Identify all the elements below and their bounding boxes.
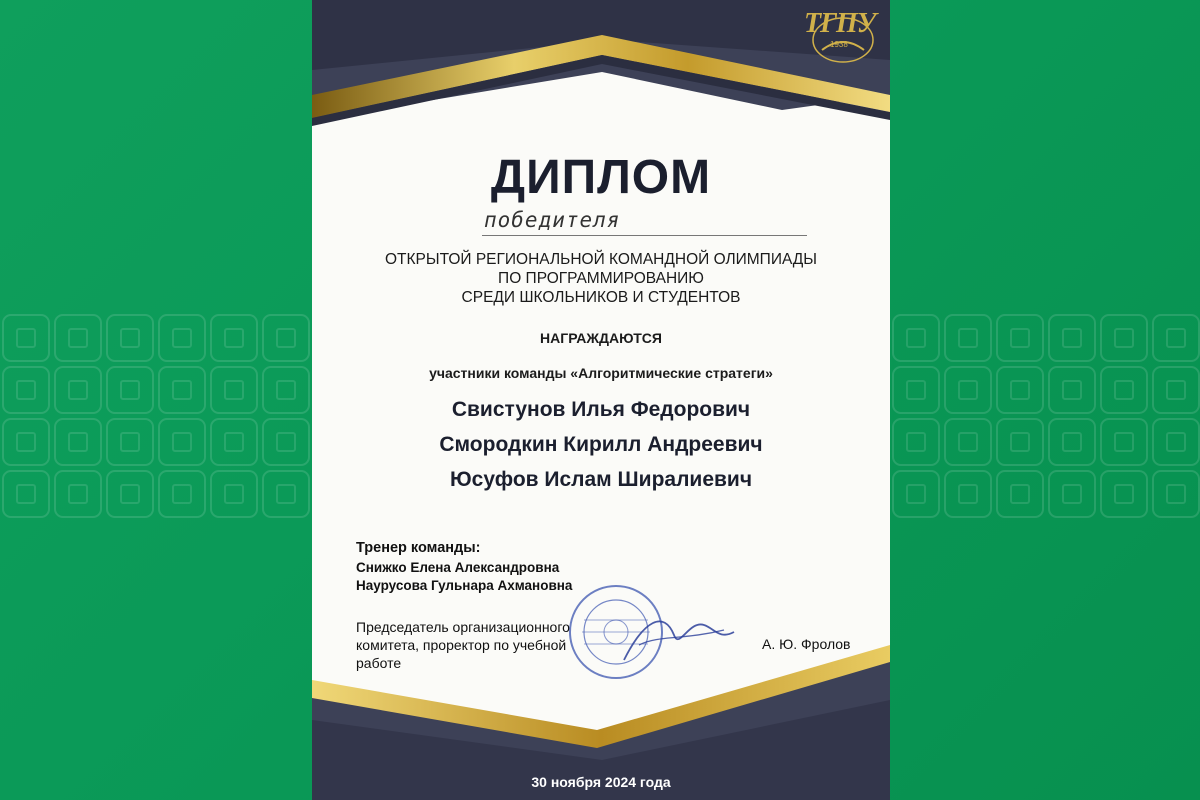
- background-tile-icon: [54, 418, 102, 466]
- background-tile-icon: [892, 418, 940, 466]
- diploma-date: 30 ноября 2024 года: [531, 774, 671, 790]
- background-tile-icon: [262, 418, 310, 466]
- background-tile-icon: [262, 366, 310, 414]
- background-tile-icon: [158, 314, 206, 362]
- participant-name: Юсуфов Ислам Ширалиевич: [449, 468, 753, 491]
- background-tile-icon: [1048, 418, 1096, 466]
- background-tile-icon: [996, 366, 1044, 414]
- logo-year: 1938: [830, 40, 848, 49]
- background-tile-icon: [892, 314, 940, 362]
- background-tile-icon: [944, 418, 992, 466]
- participant-name: Свистунов Илья Федорович: [451, 398, 751, 421]
- background-tile-icon: [2, 366, 50, 414]
- background-tile-icon: [106, 470, 154, 518]
- background-tile-icon: [892, 366, 940, 414]
- background-tile-icon: [262, 470, 310, 518]
- chairman-title: Председатель организационного комитета, проректор по учебной работе: [356, 619, 570, 671]
- background-tile-icon: [1100, 418, 1148, 466]
- background-tile-icon: [1152, 366, 1200, 414]
- participant-list: [312, 392, 890, 497]
- background-tile-icon: [158, 418, 206, 466]
- degree-underline: [482, 235, 807, 236]
- background-tile-icon: [996, 314, 1044, 362]
- background-tile-icon: [1152, 314, 1200, 362]
- background-tile-icon: [996, 418, 1044, 466]
- diploma-title: ДИПЛОМ: [490, 151, 712, 204]
- background-tile-icon: [2, 314, 50, 362]
- participant-name: Смородкин Кирилл Андреевич: [439, 433, 763, 456]
- background-tile-icon: [158, 366, 206, 414]
- team-line: участники команды «Алгоритмические стратеги»: [429, 365, 773, 381]
- background-tile-icon: [1152, 470, 1200, 518]
- background-tile-icon: [54, 314, 102, 362]
- background-tile-icon: [210, 314, 258, 362]
- diploma-document: [312, 0, 890, 800]
- background-tile-icon: [944, 366, 992, 414]
- coach-name: Наурусова Гульнара Ахмановна: [356, 578, 573, 593]
- background-tile-icon: [54, 470, 102, 518]
- background-tile-icon: [1100, 366, 1148, 414]
- background-tile-icon: [210, 470, 258, 518]
- coach-label: Тренер команды:: [356, 540, 481, 556]
- background-tile-icon: [106, 366, 154, 414]
- background-tile-icon: [210, 366, 258, 414]
- background-tile-icon: [944, 470, 992, 518]
- background-tile-icon: [944, 314, 992, 362]
- background-tile-icon: [1048, 314, 1096, 362]
- logo-text: ТГПУ: [804, 8, 876, 39]
- coach-list: [356, 559, 572, 595]
- background-tile-icon: [54, 366, 102, 414]
- background-tile-icon: [996, 470, 1044, 518]
- background-tile-icon: [106, 314, 154, 362]
- background-tile-icon: [1048, 366, 1096, 414]
- background-tile-icon: [1100, 470, 1148, 518]
- coach-name: Снижко Елена Александровна: [356, 560, 560, 575]
- background-tile-icon: [262, 314, 310, 362]
- degree-handwritten: победителя: [484, 208, 621, 232]
- background-tile-icon: [1100, 314, 1148, 362]
- background-tile-icon: [106, 418, 154, 466]
- background-tile-icon: [210, 418, 258, 466]
- olympiad-line: ПО ПРОГРАММИРОВАНИЮ: [498, 270, 704, 287]
- background-tile-icon: [2, 418, 50, 466]
- awarded-label: НАГРАЖДАЮТСЯ: [540, 330, 662, 346]
- background-tile-icon: [892, 470, 940, 518]
- olympiad-line: СРЕДИ ШКОЛЬНИКОВ И СТУДЕНТОВ: [461, 289, 741, 306]
- olympiad-line: ОТКРЫТОЙ РЕГИОНАЛЬНОЙ КОМАНДНОЙ ОЛИМПИАДЫ: [384, 251, 818, 268]
- background-tile-icon: [2, 470, 50, 518]
- background-tile-icon: [1048, 470, 1096, 518]
- background-tile-icon: [1152, 418, 1200, 466]
- background-tile-icon: [158, 470, 206, 518]
- olympiad-name: [312, 250, 890, 307]
- chairman-name: А. Ю. Фролов: [762, 636, 851, 652]
